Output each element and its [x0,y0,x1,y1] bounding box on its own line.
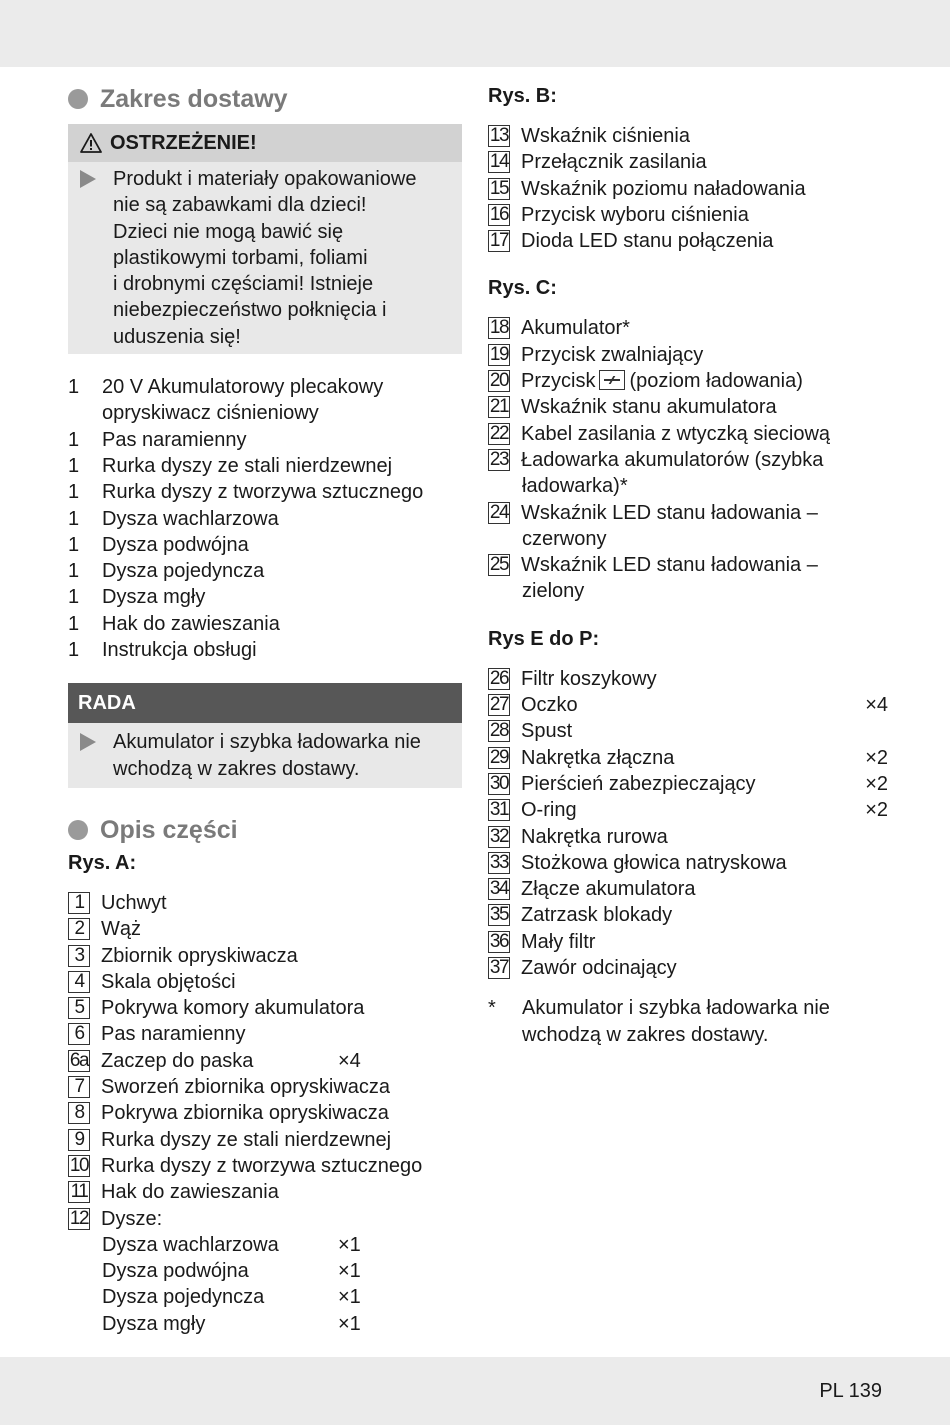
part-label [101,943,462,969]
part-text: Oczko [521,694,578,717]
part-label [521,850,848,876]
arrow-bullet-icon [80,733,96,751]
part-row [68,969,462,995]
part-quantity [848,955,888,981]
part-text: Wskaźnik LED stanu ładowania – [521,554,818,577]
part-text: czerwony [522,527,607,550]
part-row [488,666,888,692]
part-indent [488,526,522,552]
item-quantity: 1 [68,612,80,635]
text-line: i drobnymi częściami! Istnieje [113,273,374,296]
part-label [521,718,848,744]
part-label [521,149,888,175]
part-row [68,1179,462,1205]
part-row [488,500,888,526]
list-item [68,532,462,558]
part-text: Sworzeń zbiornika opryskiwacza [101,1076,391,1099]
item-quantity: 1 [68,428,80,451]
part-row [488,526,888,552]
part-number-box: 14 [489,151,509,173]
page-number: PL 139 [819,1380,882,1402]
part-text: Wskaźnik poziomu naładowania [521,177,806,200]
text-line: Produkt i materiały opakowaniowe [113,168,417,190]
part-row [68,943,462,969]
item-quantity: 1 [68,507,80,530]
part-text: Dysza podwójna [102,1260,249,1283]
part-number-box: 8 [68,1102,90,1124]
part-label [101,1048,462,1074]
list-item [68,611,462,637]
part-row [488,228,888,254]
part-text: Zatrzask blokady [521,904,673,927]
tip-box [68,683,462,788]
part-label [521,745,848,771]
list-item [68,479,462,505]
part-text: Dysze: [101,1207,163,1230]
list-item [68,453,462,479]
part-label [522,473,888,499]
arrow-bullet-icon [80,170,96,188]
part-quantity: ×1 [338,1233,361,1256]
part-label [101,1179,462,1205]
part-text: Dioda LED stanu połączenia [521,230,774,253]
part-label [521,955,848,981]
part-label [521,421,888,447]
part-label [101,1100,462,1126]
part-text: Akumulator* [521,317,630,340]
part-text: Pokrywa komory akumulatora [101,997,365,1020]
part-quantity [848,876,888,902]
part-text: Wskaźnik LED stanu ładowania – [521,501,818,524]
part-text: Pierścień zabezpieczający [521,772,756,795]
part-row [488,771,888,797]
part-quantity: ×1 [338,1286,361,1309]
part-label [521,824,848,850]
item-text: Instrukcja obsługi [102,639,257,662]
part-label [521,902,848,928]
part-number-box: 35 [489,904,509,926]
part-label [101,916,462,942]
part-number-box: 15 [489,177,509,199]
part-row [68,1048,462,1074]
part-row [488,876,888,902]
part-label [101,1153,462,1179]
warning-header [68,124,462,162]
part-number-box: 37 [489,957,509,979]
part-row [488,176,888,202]
part-row [488,368,888,394]
part-number-box: 28 [489,720,509,742]
part-number-box: 16 [489,203,509,225]
part-label [101,1127,462,1153]
part-row [68,1153,462,1179]
part-row [488,797,888,823]
part-label [101,969,462,995]
part-text: Skala objętości [101,970,236,993]
part-text: Przełącznik zasilania [521,151,707,174]
part-number-box: 10 [69,1154,89,1176]
part-number-box: 22 [489,422,509,444]
item-text: Pas naramienny [102,428,247,451]
text-line: niebezpieczeństwo połknięcia i [113,299,387,322]
text-line: Dzieci nie mogą bawić się [113,220,344,243]
part-number-box: 4 [68,971,90,993]
part-number-box: 18 [489,317,509,339]
parts-list-e [488,666,888,982]
delivery-list [68,374,462,663]
part-label [521,692,848,718]
footnote-star: * [488,997,496,1020]
warning-text [113,166,452,350]
part-number-box: 5 [68,997,90,1019]
item-text: Dysza mgły [102,586,206,609]
part-quantity: ×2 [865,799,888,822]
warning-triangle-icon [80,133,102,153]
part-number-box: 26 [489,667,509,689]
part-text: Dysza pojedyncza [102,1286,265,1309]
list-item [68,637,462,663]
part-number-box: 13 [489,125,509,146]
part-label [521,228,888,254]
part-text: Kabel zasilania z wtyczką sieciową [521,422,831,445]
part-label [521,368,888,394]
part-label [101,1074,462,1100]
part-label [521,771,848,797]
part-indent [488,473,522,499]
section-heading-parts [68,814,462,846]
part-label [101,890,462,916]
tip-header: RADA [68,683,462,723]
warning-title: OSTRZEŻENIE! [110,131,257,154]
part-label [521,394,888,420]
section-heading-text: Opis części [100,815,238,844]
part-text: Przycisk zwalniający [521,343,704,366]
part-text: Wskaźnik stanu akumulatora [521,396,777,419]
item-text: opryskiwacz ciśnieniowy [102,402,319,425]
part-quantity: ×2 [865,746,888,769]
figure-label-e: Rys E do P: [488,627,600,650]
part-row [488,123,888,149]
part-label [102,1258,462,1284]
part-row [488,421,888,447]
item-quantity [68,400,102,426]
warning-body [68,162,462,354]
part-number-box: 30 [489,772,509,794]
part-row [68,1100,462,1126]
part-row [68,1232,462,1258]
part-indent [68,1258,102,1284]
section-heading-delivery [68,83,462,115]
text-line: wchodzą w zakres dostawy. [522,1023,769,1046]
part-row [68,995,462,1021]
part-label [521,500,888,526]
part-label [521,797,848,823]
item-quantity: 1 [68,481,80,504]
figure-label-a: Rys. A: [68,851,137,874]
part-row [488,929,888,955]
item-text: Rurka dyszy ze stali nierdzewnej [102,454,393,477]
item-text: Dysza podwójna [102,533,249,556]
text-line: Akumulator i szybka ładowarka nie [522,997,830,1020]
bottom-band [0,1357,950,1425]
part-text: Pas naramienny [101,1023,246,1046]
part-row [488,342,888,368]
part-number-box: 27 [489,694,509,716]
part-text: Dysza wachlarzowa [102,1233,279,1256]
item-quantity: 1 [68,454,80,477]
part-row [488,850,888,876]
part-quantity [848,824,888,850]
part-label [102,1232,462,1258]
part-label [102,1284,462,1310]
item-quantity: 1 [68,586,80,609]
part-number-box: 32 [489,825,509,847]
part-row [68,1021,462,1047]
part-row [488,552,888,578]
part-row [488,315,888,341]
part-text: Zaczep do paska [101,1049,254,1072]
part-text: zielony [522,580,585,603]
part-row [68,1127,462,1153]
heading-bullet-icon [68,820,88,840]
part-label [521,552,888,578]
part-row [488,824,888,850]
list-item [68,427,462,453]
part-number-box: 31 [489,799,509,821]
part-number-box: 1 [68,892,90,914]
footnote [488,995,888,1048]
item-quantity: 1 [68,376,80,399]
part-label [101,1206,462,1232]
item-text: 20 V Akumulatorowy plecakowy [102,376,384,399]
part-number-box: 20 [489,370,509,392]
part-row [488,202,888,228]
warning-box [68,124,462,354]
item-text: Hak do zawieszania [102,612,280,635]
text-line: uduszenia się! [113,325,241,348]
part-number-box: 9 [68,1129,90,1151]
part-row [488,718,888,744]
part-text: Filtr koszykowy [521,667,657,690]
part-text: Przycisk [521,370,596,393]
part-number-box: 29 [489,746,509,768]
part-row [68,890,462,916]
part-number-box: 33 [489,851,509,873]
part-row [68,1258,462,1284]
part-number-box: 21 [489,396,509,418]
part-label [102,1311,462,1337]
part-number-box: 36 [489,930,509,952]
left-column [68,83,462,1337]
item-quantity: 1 [68,533,80,556]
part-text: O-ring [521,799,577,822]
part-text: Hak do zawieszania [101,1181,279,1204]
part-number-box: 17 [489,230,509,252]
part-indent [68,1284,102,1310]
part-label [521,315,888,341]
part-row [488,447,888,473]
part-row [68,1284,462,1310]
part-indent [488,578,522,604]
list-item [68,584,462,610]
item-text: Dysza pojedyncza [102,560,265,583]
part-number-box: 6a [69,1049,89,1071]
part-text: Dysza mgły [102,1312,206,1335]
tip-text [113,729,452,782]
part-label [521,342,888,368]
part-label [521,876,848,902]
part-text-suffix: (poziom ładowania) [629,370,803,393]
part-text: Mały filtr [521,930,596,953]
part-row [68,1074,462,1100]
part-number-box: 7 [68,1076,90,1098]
part-label [521,123,888,149]
part-label [521,929,848,955]
part-quantity: ×4 [338,1049,361,1072]
list-item [68,374,462,400]
part-number-box: 34 [489,878,509,900]
part-row [488,578,888,604]
item-text: Dysza wachlarzowa [102,507,279,530]
part-text: ładowarka)* [522,475,628,498]
part-indent [68,1311,102,1337]
part-number-box: 25 [489,554,509,576]
part-row [488,149,888,175]
text-line: nie są zabawkami dla dzieci! [113,194,367,217]
section-heading-text: Zakres dostawy [100,84,288,113]
part-label [521,176,888,202]
item-quantity: 1 [68,560,80,583]
part-number-box: 23 [489,448,509,470]
part-row [488,902,888,928]
parts-list-a [68,890,462,1337]
part-label [101,995,462,1021]
part-number-box: 12 [69,1207,89,1229]
part-text: Rurka dyszy z tworzywa sztucznego [101,1154,423,1177]
part-row [488,473,888,499]
part-text: Nakrętka złączna [521,746,675,769]
part-label [521,447,888,473]
part-label [521,202,888,228]
parts-list-c [488,315,888,604]
part-indent [68,1232,102,1258]
part-row [68,1206,462,1232]
part-text: Wąż [101,918,141,941]
text-line: Akumulator i szybka ładowarka nie [113,731,421,754]
footnote-text [522,995,888,1048]
tip-body [68,723,462,788]
part-text: Stożkowa głowica natryskowa [521,851,787,874]
list-item [68,400,462,426]
part-text: Ładowarka akumulatorów (szybka [521,448,824,471]
figure-label-c: Rys. C: [488,277,557,300]
heading-bullet-icon [68,89,88,109]
charge-level-icon [599,370,625,390]
right-column [488,83,888,1048]
part-quantity [848,929,888,955]
part-text: Zawór odcinający [521,957,677,980]
part-quantity: ×2 [865,772,888,795]
figure-label-b: Rys. B: [488,85,557,107]
part-text: Uchwyt [101,891,167,914]
part-label [521,666,848,692]
part-row [488,955,888,981]
part-row [488,745,888,771]
list-item [68,558,462,584]
part-text: Wskaźnik ciśnienia [521,125,690,147]
part-label [101,1021,462,1047]
part-number-box: 2 [68,918,90,940]
part-row [68,1311,462,1337]
part-text: Nakrętka rurowa [521,825,668,848]
part-number-box: 3 [68,945,90,967]
part-row [488,692,888,718]
part-quantity [848,666,888,692]
part-quantity: ×1 [338,1312,361,1335]
part-text: Pokrywa zbiornika opryskiwacza [101,1102,389,1125]
part-number-box: 19 [489,343,509,365]
part-quantity: ×4 [865,694,888,717]
text-line: wchodzą w zakres dostawy. [113,757,360,780]
part-text: Przycisk wyboru ciśnienia [521,203,749,226]
part-text: Rurka dyszy ze stali nierdzewnej [101,1128,392,1151]
part-row [488,394,888,420]
item-quantity: 1 [68,639,80,662]
item-text: Rurka dyszy z tworzywa sztucznego [102,481,424,504]
part-quantity: ×1 [338,1260,361,1283]
part-quantity [848,718,888,744]
part-quantity [848,850,888,876]
part-text: Spust [521,720,573,743]
top-band [0,0,950,67]
part-label [522,526,888,552]
list-item [68,506,462,532]
part-text: Złącze akumulatora [521,878,696,901]
part-row [68,916,462,942]
part-label [522,578,888,604]
part-quantity [848,902,888,928]
parts-list-b [488,123,888,254]
part-number-box: 11 [68,1181,90,1203]
part-number-box: 24 [489,501,509,523]
text-line: plastikowymi torbami, foliami [113,246,368,269]
part-text: Zbiornik opryskiwacza [101,944,298,967]
part-number-box: 6 [68,1023,90,1045]
